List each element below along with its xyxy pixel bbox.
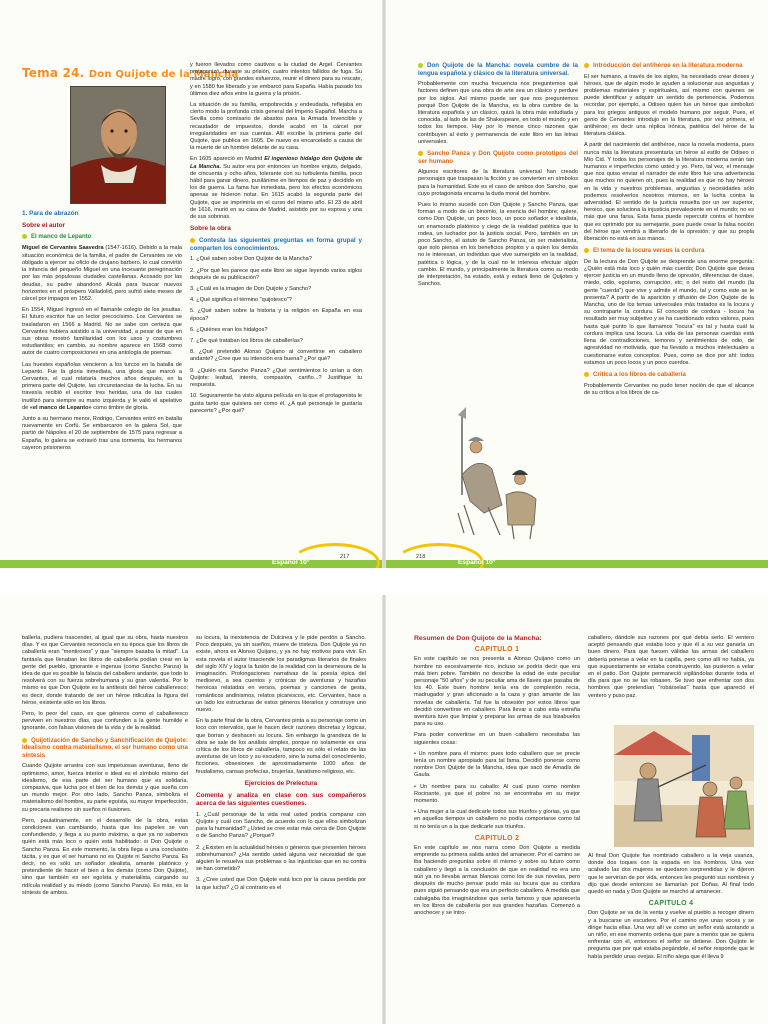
page-number: 217 <box>340 554 350 560</box>
page-right-bottom <box>384 595 768 1024</box>
ejercicios-heading: Ejercicios de Prelectura <box>244 779 318 787</box>
chapter-heading: CAPITULO 2 <box>474 834 520 842</box>
chapter-heading: CAPITULO 4 <box>648 900 694 908</box>
exercise-item: 3. ¿Cree usted que Don Quijote está loco por la causa perdida por la que lucha? ¿O al contrario es el <box>196 877 366 891</box>
column-left-p3 <box>22 635 188 1021</box>
quijote-sancho-illustration <box>444 395 548 541</box>
contesta-heading: Contesta las siguientes preguntas en forma grupal y comparten los conocimientos. <box>190 237 362 252</box>
column-right-p4-top <box>588 635 754 719</box>
paragraph: En este capítulo se nos presenta a Alonso Quijano como un hombre no excesivamente rico, incluso se podría decir que era más bien pobre. También no describe la edad de este peculiar personaje "50 años" y de su peculiar ama de llaves que pasaba de los 40. Este buen hombre tenía era de complexión recia, madrugador y gran aficionado a la caza y gran amante de las novelas de caballería. Tal fue la obsesión por estos libros que decidió convertirse en caballero. Para llevar a cabo esta extraña aventura tuvo que limpiar y preparar las armas de sus bisabuelos para su uso. <box>414 656 580 728</box>
bullet-icon <box>418 63 423 68</box>
bullet-icon <box>584 372 589 377</box>
portrait-illustration <box>71 87 166 204</box>
bullet-icon <box>190 238 195 243</box>
page-number: 218 <box>416 554 426 560</box>
paragraph: Junto a su hermano menor, Rodrigo, Cervantes entró en batalla nuevamente en Corfú. Se embarcaron en la galera Sol, que partió de Nápoles el 20 de septiembre de 1575 para regresar a España, lo galera se extravió tras una tormenta, los hermanos cayeron prisioneros <box>22 415 182 451</box>
list-item: • Un nombre para su caballo: Al cual puso como nombre Rocinante, ya que el pobre no se encontraba en su mejor momento. <box>414 783 580 805</box>
question-item: 2. ¿Por qué les parece que este libro se sigue leyendo varios siglos después de su publicación? <box>190 267 362 281</box>
column-left-217 <box>22 210 182 550</box>
footer-label: Español 10° <box>458 559 496 566</box>
illustration-drawing <box>444 395 548 541</box>
resumen-heading: Resumen de Don Quijote de la Mancha: <box>414 635 542 642</box>
question-item: 6. ¿Quiénes eran los hidalgos? <box>190 326 268 333</box>
bottom-spread <box>0 595 768 1024</box>
paragraph: Algunos escritores de la literatura universal han creado personajes que traspasan la ficción y se convierten en símbolos para la humanidad. Este es el caso de ambos don Sancho, que cuyo protagonista encarna la duda moral del hombre. <box>418 169 578 197</box>
paragraph: Pero, lo peor del caso, es que géneros como el caballeresco perviven en nuestros días, que confunden a la gente humilde e ignorante, con falsas visiones de la vida y de la realidad. <box>22 711 188 732</box>
paragraph: ballería, pudiera trascender, al igual que su obra, hasta nuestros días. Y es que Cervantes reconocía en su época que los libros de caballería eran "mentirosos" y que "siempre basaba la mitad". La fantasía que llenaban los libros de caballería podían crear en la gente del pueblo, ignorante e ingenua (como Sancho Panza) la idea de que es posible la falacia del caballero andante, que todo lo resolverá con su fuerza sobrehumana y su gran valentía. Por lo mismo es que Don Quijote es la antítesis del héroe caballeresco; es decir, donde tratando de ser un héroe ridiculiza la figura del héroe, existente sólo en los libros. <box>22 635 188 706</box>
paragraph: su locura, la inexistencia de Dulcinea y le pide perdón a Sancho. Poco después, ya sin sueños, muere de tristeza. Don Quijote ya no existe, ahora es Alonso Quijano, y ya no hay motivos para vivir. En esta novela el autor trasciende los paradigmas literarios de finales del siglo XIV y logra la fusión de la realidad con la desmesura de la imaginación. Prolongaciones narrativas de la poesía épica del medioevo, a sea cuentos y crónicas de aventuras y hazañas heroicas relatadas en versos, poemas y canciones de gesta, románticos andinismos, relatos picarescos, etc. Cervantes, hace a un lado los estructuras de estos géneros literarios y construye uno nuevo. <box>196 635 366 714</box>
paragraph: Cuando Quijote arrastra con sus impetuosas aventuras, lleno de optimismo, amor, fuerza interior e ideal es el símbolo mismo del idealismo, de esa parte del ser humano que es solidaria, compasiva, que lucha por el bien de los demás y que sueña con un mundo mejor. Por otro lado, Sancho Panza, simboliza el materialismo del hombre, su parte egoísta, su mayor imperfección, su precaria realismo sin sueños ni ilusiones. <box>22 763 188 813</box>
paragraph: Don Quijote se va de la venta y vuelve al pueblo a recoger dinero y a buscarse un escudero. Por el camino oye unas voces y se dirige hacia ellas. Una vez allí ve como un señor está azotando a un niño, en ese momento ordena que pare a menos que se quiera enfrentar con él, entonces el señor se detiene. Don Quijote le pregunta que por qué estaba pegándole, el señor responde que le había perdido unas ovejas. El niño alega que él lleva 9 <box>588 910 754 960</box>
column-right-218 <box>584 62 754 547</box>
section-heading: 1. Para de abrazón <box>22 210 79 217</box>
page-left-bottom <box>0 595 384 1024</box>
novela-heading: Don Quijote de la Mancha: novela cumbre de la lengua española y clásico de la literatura universal. <box>418 62 578 77</box>
critica-heading: Critica a los libros de caballería <box>584 371 754 379</box>
question-item: 3. ¿Cuál es la imagen de Don Quijote y Sancho? <box>190 286 312 293</box>
locura-heading: El tema de la locura versus la cordura <box>584 247 754 255</box>
bullet-icon <box>418 151 423 156</box>
question-item: 7. ¿De qué trataban los libros de caballerías? <box>190 338 303 345</box>
tema-name: Don Quijote de la Mancha <box>88 69 239 80</box>
column-right-p3 <box>196 635 366 1021</box>
paragraph: En la parte final de la obra, Cervantes pinta a su personaje como un loco con intervalos, que le hacen decir razones discretas y lógicas, que borran y deshacen su locura. Sin embargo la grandeza de la obra se sale de los análisis simples, porque no solamente es una crítica de los libros de caballería, tampoco es sólo el relato de las aventuras de un loco y su escudero, sino la suma del conocimiento, ficciones, obsesiones de aproximadamente 1000 años de feudalismo, cansas profecías, brujerías, fanatismo religioso, etc. <box>196 718 366 775</box>
bullet-icon <box>22 234 27 239</box>
question-item: 8. ¿Qué pretendió Alonso Quijano al convertirse en caballero andante? ¿Cree que su intención era buena? ¿Por qué? <box>190 349 362 363</box>
book-gutter <box>382 595 386 1024</box>
bullet-icon <box>22 738 27 743</box>
chapter-heading: CAPITULO 1 <box>474 646 520 654</box>
paragraph: Al final Don Quijote fue nombrado caballero a la vieja usanza, donde dos toques con la espada en los hombros. Una vez acabado las dos mujeres se quedaron sorprendidas y le dijeron que le servirían de por vida, entonces les preguntó sus nombres y dijo que desde entonces se llamarían por Doñas. Al final todo quedó en nada y Don Quijote se marchó al amanecer. <box>588 853 754 896</box>
paragraph: y fueron llevados como cautivos a la ciudad de Argel. Cervantes protagonizó, durante su prisión, cuatro intentos fallidos de fuga. Su madre logró, con grandes esfuerzos, reunir el dinero para su rescate, y en 1580 fue liberado y se embarcó para España. Había pasado los últimos diez años entre la guerra y la prisión. <box>190 62 362 97</box>
question-item: 10. Seguramente ha visto alguna película en la que el protagonista le gusta tanto que quisiera ser como él. ¿A qué personaje le gustaría parecerte? ¿Por qué? <box>190 393 362 414</box>
paragraph: En 1554, Miguel ingresó en el flamante colegio de los jesuitas. El futuro escritor fue un lector precocísimo. Los Cervantes se trasladaron en 1566 a Madrid. No se sabe con certeza que Cervantes hubiera asistido a la universidad, a pesar de que en sus obras mostró familiaridad con los usos y costumbres estudiantiles; en cambio, su nombre aparece en 1568 como autor de cuatro composiciones en una antología de poemas. <box>22 307 182 357</box>
column-right-p4-bottom <box>588 853 754 1021</box>
sobre-obra-heading: Sobre la obra <box>190 225 231 233</box>
column-right-217 <box>190 62 362 547</box>
illustration-drawing <box>614 725 754 847</box>
question-item: 4. ¿Qué significa el término "quijotesco"? <box>190 297 292 304</box>
list-item: • Un nombre para él mismo: pues todo caballero que se precie tenía un nombre apropiado para tal fama. Decidió ponerse como nombre Don Quijote de la Mancha, idea que sacó de Amadís de Gaula. <box>414 750 580 779</box>
paragraph: En 1605 apareció en Madrid El ingenioso hidalgo don Quijote de La Mancha. Su autor era por entonces un hombre enjuto, delgado, de cincuenta y ocho años, tolerante con su turbulenta familia, poco hábil para ganar dinero, pusilánime en tiempos de paz y decidido en los de guerra. La fama fue inmediata, pero los efectos económicos apenas se hicieron notar. En 1615 acabó la segunda parte del Quijote, que se imprimiría en el curso del mismo año. El 23 de abril de 1616, murió en su casa de Madrid, asistido por su esposa y una de sus sobrinas. <box>190 156 362 221</box>
paragraph: Pero, paulatinamente, en el desarrollo de la obra, estas condiciones van cambiando, hasta que los papeles se van confundiendo, y llega a su punto máximo, a que ya no sabemos quién está más loco o quién está habilitado: si Don Quijote o Sancho Panza. En este momento, la obra llega a una conclusión tácita, y es que el ser humano no es Quijote ni Sancho Panza. Es decir, no es sólo un soñador idealista, amante platónico y pretendiente de hacer el bien a los demás (como Don Quijote), sino que también es ser egoísta y materialista, cargando su ridícula realidad y su miedo (como Sancho Panza). Es más, es la síntesis de ambos. <box>22 817 188 896</box>
paragraph: caballero, dándole sus razones por qué debía serlo. El ventero aceptó pensando que estaba loco y que él a su vez ganaría un buen dinero. Para que fuesen válidas las armas del caballero debería ponerse a velar en la capilla, pero como allí no había, ya que supuestamente se estaba construyendo, las pusieron a velar en el patio. Don Quijote permaneció vigilándolas durante toda el día para que no se las robasen. Se tuvo que enfrentar con dos hombres que pretendían "robárselas" hasta que apareció el ventero y puso paz. <box>588 635 754 699</box>
manco-heading: El manco de Lepanto <box>22 234 182 241</box>
antiheroe-heading: Introducción del antihéroe en la literatura moderna <box>584 62 754 70</box>
autor-name: Miguel de Cervantes Saavedra <box>22 245 104 252</box>
paragraph: En este capítulo se nos narra como Don Quijote a medida emprende su primera salida antes del amanecer. Por el camino se iba haciendo preguntas sobre él mismo y sobre su futuro como caballero y llegó a la conclusión de que en realidad no era uno aún ya no llevaba armas blancas como los de sus novelas, pero después de mucho pensar pudo más su locura que su cordura pues siguió pensando que era un perfecto caballero. A medida que cabalgaba iba imaginándose que sería famoso y que aparecería en los libros de caballería por sus grandes hazañas. Comenzó a anochecer y se intro- <box>414 845 580 916</box>
paragraph: A partir del nacimiento del antihéroe, nace la novela moderna, pues nunca más la literatura presentaría un héroe al estilo de Odiseo o Mío Cid. Y todos los personajes de la literatura moderna serán tan humanos e imperfectos como usted y yo. Pero, tal vez, el mensaje que nos quiso enviar el narrador de este libro fue una advertencia que muchos no quieren oír, pues la realidad es que no hay héroes en la vida y nuestros problemas, angustias y necesidades sólo podemos resolverlos nosotros mismos, en la lucha contra la adversidad. El sentido de la justicia resuelta por un ser superior, heroico, que soluciona la injusticia prevaleciente en el mundo; no es más que una farsa. Esta farsa puede repercutir contra el hombre que es oprimido por su semejante, pues puede crear la falsa noción del héroe que vendrá a liberarlo de la opresión; y que su propia liberación no está en sus manos. <box>584 142 754 243</box>
tema-label: Tema 24. <box>22 66 85 80</box>
paragraph: Pues lo mismo sucede con Don Quijote y Sancho Panza, que forman a modo de un binomio, la esencia del hombre; quiere, como Don Quijote, un poco loco, un poco soñador e idealista, un enamorado platónico y ciego de la realidad patética que lo rodea, un luchador por la justicia social. Pero, también en un poco Sancho, el astuto de Sancho Panza, un ser materialista, que solo piensa en los beneficios propios y a quien los demás no le interesan, un individuo que vive sumergido en la realidad, patética o lógica, y de la cual no le interesa efectuar algún cambio. El mundo, y principalmente la literatura como su modo de interpretación, ha estado, está y estará lleno de Quijotes y Sanchos. <box>418 202 578 288</box>
paragraph: Probablemente Cervantes no pudo tener noción de que el alcance de su crítica a los libros de ca- <box>584 382 754 396</box>
knighting-illustration <box>614 725 754 847</box>
ejercicios-intro: Comenta y analiza en clase con sus compañeros acerca de las siguientes cuestiones. <box>196 791 366 807</box>
question-item: 9. ¿Quién era Sancho Panza? ¿Qué sentimientos lo unían a don Quijote: lealtad, interés, compasión, cariño...? Justifique tu respuesta. <box>190 367 362 389</box>
page-218 <box>384 0 768 568</box>
paragraph: La situación de su familia, empobrecida y endeudada, reflejaba en cierto modo la profunda crisis general del Imperio Español. Marcha a Sevilla como comisario de abastos para la Armada Invencible y recaudador de impuestos, donde acabó en la cárcel por irregularidades en sus cuentas. Allí escribe la primera parte del Quijote, que publica en 1605. De nuevo es encarcelado a causa de la muerte de un hombre delante de su casa. <box>190 102 362 152</box>
prototipos-heading: Sancho Panza y Don Quijote como prototipos del ser humano <box>418 150 578 165</box>
question-item: 5. ¿Qué saben sobre la historia y la religión en España en esa época? <box>190 308 362 322</box>
paragraph: El ser humano, a través de los siglos, ha necesitado crear dioses y héroes, que de algún modo le ayuden a solucionar sus angustias y problemas materiales y espirituales, así mismo con quienes se puede identificar y adquirir un sentido de pertenencia. Podemos recordar, por ejemplo, a Odiseo quien fue un héroe que simbolizó para los griegos antiguos el modelo humano por seguir. Pues, el genio de Cervantes introdujo en la literatura, por vez primera, el antihéroe; es decir una réplica irónica, patética del héroe de la literatura clásica. <box>584 73 754 138</box>
bullet-icon <box>584 248 589 253</box>
footer-label: Español 10° <box>272 559 310 566</box>
paragraph: Probablemente con mucha frecuencia nos preguntemos qué factores definen que una obra de arte sea un clásico y perdure por los siglos. Así mismo puede ser que nos preguntemos porqué Don Quijote de la Mancha, es la obra cumbre de la literatura española y un clásico, quizá la obra más estudiada y conocida, al lado de las de Shakespeare, en todo el mundo y en todos los tiempos. Hay por lo menos cinco razones que contribuyen al éxito y permanencia de este libro en las letras universales. <box>418 81 578 145</box>
sobre-autor-heading: Sobre el autor <box>22 222 65 229</box>
list-item: • Una mujer a la cual dedicarle todos sus triunfos y glorias, ya que en aquellos tiempos un caballero no podía comportarse como tal si no tenía un a la que dedicarle sus triunfos. <box>414 809 580 830</box>
bullet-icon <box>584 63 589 68</box>
page-217 <box>0 0 384 568</box>
spread-gap <box>0 568 768 595</box>
paragraph: Para poder convertirse en un buen caballero necesitaba las siguientes cosas: <box>414 732 580 746</box>
paragraph: De la lectura de Don Quijote se desprende una enorme pregunta: ¿Quién está más loco y quién más cuerdo; Don Quijote que desea ejercer justicia en un mundo lleno de opresión, diferencias de clase, miedo, odio, egoísmo, corrupción, etc; o del resto del mundo (la gente "cuerda") que vive y admite el mundo, tal y como este se le presenta? A partir de la aparición y difusión de Don Quijote de la Mancha, uno de los temas universales más tratados es la locura y su contraparte la cordura. El concepto de cordura - locura ha resultado ser muy subjetivo y se ha cuestionado estos valores, pues hasta qué punto lo que llamamos "locura" es tal y hasta cuál la cordura implica una locura. La vida de las personas cuerdas está llena de contradicciones, temores y sentimientos de odio, de agresividad no motivada, que ha llevado a muchos intelectuales a cuestionarse estos conceptos. Pues, como se dice por ahí: todos estamos un poco locos y un poco cuerdos. <box>584 258 754 366</box>
autor-paragraph: Miguel de Cervantes Saavedra (1547-1616). Debido a la mala situación económica de la familia, el padre de Cervantes se vio obligado a ejercer su oficio de cirujano barbero, lo cual convirtió la infancia del pequeño Miguel en una incesante peregrinación por las más populosas ciudades castellanas. Acosado por las deudas, su padre abandonó Alcalá para buscar nuevos horizontes en el próspero Valladolid, pero sufrió siete meses de cárcel por impagos en 1552. <box>22 245 182 302</box>
paragraph: Las huestes españolas vencieron a los turcos en la batalla de Lepanto. Fue la gloria inmediata, una gloria que marcó a Cervantes, el cual relataría muchos años después, en la primera parte del Quijote, las circunstancias de la lucha. En su travesía recibió el escritor tres heridas, una de las cuales inutilizó para siempre su mano izquierda y le valió el apelativo de «el manco de Lepanto» como timbre de gloria. <box>22 361 182 411</box>
exercise-item: 1. ¿Cuál personaje de la vida real usted podría comparar con Quijote y cuál con Sancho, de acuerdo con lo que ellos simbolizan para la humanidad? ¿Usted se cree estar más cerca de Don Quijote o de Sancho Panza? ¿Porqué? <box>196 811 366 840</box>
cervantes-portrait <box>70 86 166 204</box>
question-item: 1. ¿Qué saben sobre Don Quijote de la Mancha? <box>190 256 312 263</box>
column-left-p4 <box>414 635 580 1021</box>
quijotizacion-heading: Quijotización de Sancho y Sanchificación de Quijote: Idealismo contra materialismo, el ser humano como una síntesis <box>22 736 188 759</box>
exercise-item: 2. ¿Existen en la actualidad héroes o géneros que presenten héroes sobrehumanos? ¿Ha sentido usted alguna vez necesidad de que alguien le resuelva sus problemas o las injusticias que en su contra se han cometido? <box>196 844 366 873</box>
book-gutter <box>382 0 386 568</box>
